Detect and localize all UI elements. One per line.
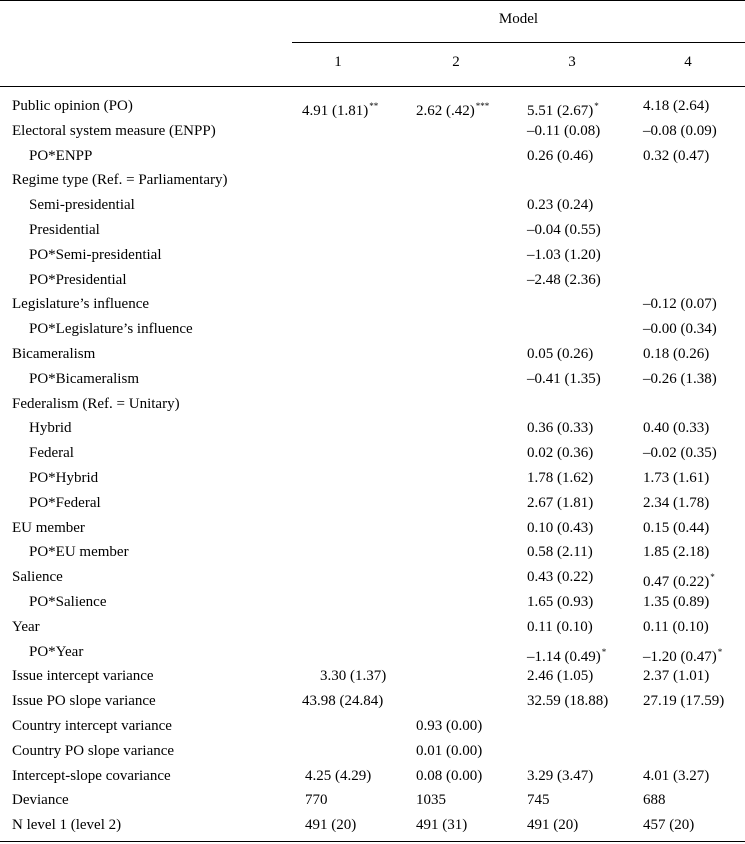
cell-value: 0.40 (0.33) — [643, 420, 710, 437]
cell-value: 4.25 (4.29) — [305, 767, 372, 784]
cell-model-3 — [527, 492, 593, 514]
cell-model-4 — [643, 665, 709, 687]
cell-model-3 — [527, 120, 600, 142]
cell-value: 0.11 (0.10) — [527, 618, 593, 635]
cell-value: 0.18 (0.26) — [643, 345, 710, 362]
cell-model-3 — [527, 641, 606, 668]
cell-model-2 — [416, 814, 467, 836]
row-label: PO*ENPP — [29, 147, 93, 164]
cell-model-4 — [643, 517, 709, 539]
cell-value: 32.59 (18.88) — [527, 693, 609, 710]
cell-model-3 — [527, 194, 593, 216]
cell-value: 43.98 (24.84) — [302, 693, 384, 710]
cell-model-3 — [527, 616, 593, 638]
cell-model-3 — [527, 591, 593, 613]
table-row — [0, 814, 745, 839]
cell-value: –2.48 (2.36) — [527, 271, 601, 288]
cell-value: 0.26 (0.46) — [527, 147, 594, 164]
cell-value: 27.19 (17.59) — [643, 693, 725, 710]
cell-value: 0.01 (0.00) — [416, 742, 483, 759]
cell-value: –1.20 (0.47) — [643, 648, 717, 665]
cell-value: –0.00 (0.34) — [643, 321, 717, 338]
cell-value: 2.46 (1.05) — [527, 668, 594, 685]
cell-model-4 — [643, 814, 694, 836]
cell-value: 0.05 (0.26) — [527, 345, 594, 362]
cell-value: 491 (31) — [416, 817, 468, 834]
cell-value: 3.30 (1.37) — [320, 668, 387, 685]
cell-model-3 — [527, 95, 599, 122]
table-row — [0, 765, 745, 790]
cell-model-3 — [527, 417, 593, 439]
model-rule — [292, 42, 745, 43]
table-row — [0, 194, 745, 219]
cell-value: 491 (20) — [527, 817, 579, 834]
cell-model-3 — [527, 442, 593, 464]
cell-value: 0.23 (0.24) — [527, 197, 594, 214]
cell-value: 1.73 (1.61) — [643, 469, 710, 486]
significance-stars: * — [717, 646, 723, 657]
cell-model-3 — [527, 343, 593, 365]
row-label: Public opinion (PO) — [12, 98, 133, 114]
cell-value: 0.08 (0.00) — [416, 767, 483, 784]
table-row — [0, 244, 745, 269]
row-label: PO*Bicameralism — [29, 370, 139, 387]
cell-value: 0.11 (0.10) — [643, 618, 709, 635]
cell-value: 4.01 (3.27) — [643, 767, 710, 784]
row-label: Intercept-slope covariance — [12, 767, 171, 784]
cell-model-1 — [305, 789, 328, 811]
cell-model-3 — [527, 269, 601, 291]
table-body — [0, 95, 745, 839]
column-header-2: 2 — [452, 54, 460, 70]
cell-model-4 — [643, 690, 724, 712]
row-label: PO*EU member — [29, 544, 129, 561]
table-row — [0, 343, 745, 368]
cell-value: 2.62 (.42) — [416, 103, 475, 119]
cell-model-4 — [643, 442, 717, 464]
row-label: PO*Presidential — [29, 271, 127, 288]
column-header-1: 1 — [334, 54, 342, 70]
table-row — [0, 715, 745, 740]
cell-value: –0.12 (0.07) — [643, 296, 717, 313]
cell-value: 4.91 (1.81) — [302, 103, 369, 119]
cell-model-4 — [643, 417, 709, 439]
cell-model-1 — [305, 765, 371, 787]
cell-model-2 — [416, 95, 489, 122]
cell-model-3 — [527, 690, 608, 712]
cell-model-3 — [527, 541, 593, 563]
row-label: Deviance — [12, 792, 69, 809]
cell-value: 0.32 (0.47) — [643, 147, 710, 164]
cell-value: –0.26 (1.38) — [643, 370, 717, 387]
top-rule — [0, 0, 745, 1]
cell-value: 457 (20) — [643, 817, 695, 834]
row-label: PO*Hybrid — [29, 469, 99, 486]
cell-value: 688 — [643, 792, 666, 809]
column-header-3: 3 — [568, 54, 576, 70]
cell-model-4 — [643, 765, 709, 787]
cell-model-1 — [302, 95, 378, 122]
cell-model-4 — [643, 492, 709, 514]
cell-value: 2.67 (1.81) — [527, 494, 594, 511]
cell-value: 1.85 (2.18) — [643, 544, 710, 561]
table-row — [0, 492, 745, 517]
row-label: Presidential — [29, 221, 100, 238]
row-label: PO*Salience — [29, 593, 107, 610]
cell-value: –0.41 (1.35) — [527, 370, 601, 387]
cell-value: 0.02 (0.36) — [527, 445, 594, 462]
cell-model-4 — [643, 145, 709, 167]
cell-model-4 — [643, 789, 666, 811]
cell-model-2 — [416, 740, 482, 762]
cell-model-4 — [643, 318, 717, 340]
row-label: N level 1 (level 2) — [12, 817, 122, 834]
significance-stars: * — [601, 646, 607, 657]
table-row — [0, 690, 745, 715]
row-label: PO*Federal — [29, 494, 101, 511]
table-row — [0, 641, 745, 666]
table-row — [0, 120, 745, 145]
significance-stars: * — [594, 101, 599, 111]
row-label: PO*Legislature’s influence — [29, 321, 193, 338]
row-label: PO*Year — [29, 643, 84, 660]
cell-model-4 — [643, 343, 709, 365]
header-rule — [0, 86, 745, 87]
cell-model-4 — [643, 616, 709, 638]
cell-model-3 — [527, 368, 601, 390]
row-label: PO*Semi-presidential — [29, 246, 162, 263]
cell-model-4 — [643, 566, 715, 593]
cell-model-3 — [527, 765, 593, 787]
cell-value: –0.11 (0.08) — [527, 122, 601, 139]
table-row — [0, 789, 745, 814]
cell-model-2 — [416, 765, 482, 787]
cell-value: 770 — [305, 792, 328, 809]
table-row — [0, 293, 745, 318]
cell-value: –1.03 (1.20) — [527, 246, 601, 263]
cell-model-4 — [643, 541, 709, 563]
cell-model-4 — [643, 95, 709, 117]
cell-value: –1.14 (0.49) — [527, 648, 601, 665]
cell-value: –0.04 (0.55) — [527, 221, 601, 238]
row-label: Salience — [12, 569, 63, 586]
cell-value: 0.47 (0.22) — [643, 574, 710, 591]
significance-stars: ** — [369, 101, 379, 111]
table-row — [0, 318, 745, 343]
cell-model-2 — [416, 789, 446, 811]
cell-value: 1.65 (0.93) — [527, 593, 594, 610]
table-row — [0, 169, 745, 194]
row-label: Issue PO slope variance — [12, 693, 156, 710]
model-header: Model — [498, 11, 539, 27]
cell-value: 0.43 (0.22) — [527, 569, 594, 586]
cell-model-3 — [527, 665, 593, 687]
column-header-4: 4 — [684, 54, 692, 70]
table-row — [0, 665, 745, 690]
cell-value: 0.36 (0.33) — [527, 420, 594, 437]
table-row — [0, 616, 745, 641]
table-row — [0, 442, 745, 467]
row-label: Semi-presidential — [29, 197, 135, 214]
row-label: Country intercept variance — [12, 717, 172, 734]
cell-value: 745 — [527, 792, 550, 809]
cell-model-4 — [643, 591, 709, 613]
row-label: EU member — [12, 519, 85, 536]
row-label: Electoral system measure (ENPP) — [12, 122, 216, 139]
cell-model-1 — [320, 665, 386, 687]
significance-stars: * — [710, 572, 715, 583]
table-row — [0, 467, 745, 492]
cell-value: 1035 — [416, 792, 446, 809]
table-row — [0, 541, 745, 566]
cell-model-3 — [527, 244, 601, 266]
cell-value: 3.29 (3.47) — [527, 767, 594, 784]
cell-model-4 — [643, 641, 722, 668]
cell-model-3 — [527, 467, 593, 489]
row-label: Country PO slope variance — [12, 742, 175, 759]
cell-value: 0.15 (0.44) — [643, 519, 710, 536]
cell-model-3 — [527, 517, 593, 539]
cell-value: 4.18 (2.64) — [643, 98, 710, 114]
cell-value: 0.10 (0.43) — [527, 519, 594, 536]
cell-model-1 — [302, 690, 383, 712]
row-label: Federalism (Ref. = Unitary) — [12, 395, 180, 412]
cell-model-3 — [527, 789, 550, 811]
row-label: Issue intercept variance — [12, 668, 154, 685]
cell-value: 491 (20) — [305, 817, 357, 834]
row-label: Federal — [29, 445, 74, 462]
cell-model-3 — [527, 566, 593, 588]
cell-value: 0.58 (2.11) — [527, 544, 593, 561]
row-label: Regime type (Ref. = Parliamentary) — [12, 172, 228, 189]
table-row — [0, 566, 745, 591]
bottom-rule — [0, 841, 745, 842]
table-row — [0, 591, 745, 616]
cell-model-4 — [643, 368, 717, 390]
cell-value: 1.78 (1.62) — [527, 469, 594, 486]
cell-model-4 — [643, 120, 717, 142]
cell-model-3 — [527, 814, 578, 836]
cell-model-4 — [643, 293, 717, 315]
cell-value: 2.34 (1.78) — [643, 494, 710, 511]
cell-value: 2.37 (1.01) — [643, 668, 710, 685]
cell-value: 5.51 (2.67) — [527, 103, 594, 119]
cell-model-1 — [305, 814, 356, 836]
table-row — [0, 517, 745, 542]
table-row — [0, 393, 745, 418]
row-label: Legislature’s influence — [12, 296, 150, 313]
significance-stars: *** — [475, 101, 490, 111]
table-row — [0, 368, 745, 393]
cell-value: 1.35 (0.89) — [643, 593, 710, 610]
cell-value: –0.08 (0.09) — [643, 122, 717, 139]
table-row — [0, 145, 745, 170]
table-row — [0, 95, 745, 120]
cell-model-3 — [527, 219, 601, 241]
cell-value: 0.93 (0.00) — [416, 717, 483, 734]
cell-model-3 — [527, 145, 593, 167]
table-row — [0, 417, 745, 442]
cell-value: –0.02 (0.35) — [643, 445, 717, 462]
row-label: Bicameralism — [12, 345, 96, 362]
table-row — [0, 219, 745, 244]
table-row — [0, 269, 745, 294]
row-label: Year — [12, 618, 40, 635]
cell-model-4 — [643, 467, 709, 489]
cell-model-2 — [416, 715, 482, 737]
table-row — [0, 740, 745, 765]
row-label: Hybrid — [29, 420, 72, 437]
